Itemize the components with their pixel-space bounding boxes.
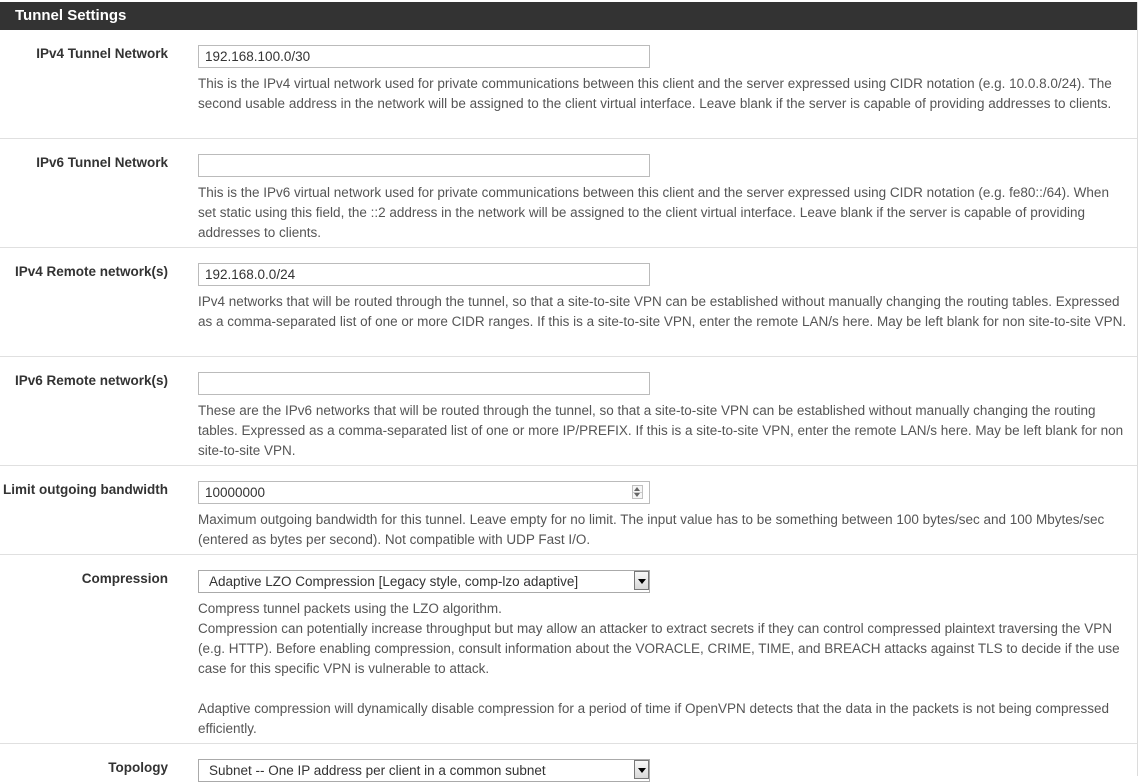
compression-label: Compression xyxy=(81,571,168,586)
row-ipv4-tunnel-network xyxy=(0,30,1137,139)
ipv4-tunnel-network-label: IPv4 Tunnel Network xyxy=(36,46,168,61)
topology-selected-value: Subnet -- One IP address per client in a common subnet xyxy=(198,759,650,782)
chevron-down-icon[interactable] xyxy=(634,571,649,590)
ipv6-tunnel-network-help: This is the IPv6 virtual network used for private communications between this client and the server expressed using CIDR notation (e.g. fe80::/64). When set static using this field, the ::2 address in the network will be assigned to the client virtual interface. Leave blank if the server is capable of providing addresses to clients. xyxy=(198,185,1109,240)
compression-help-line-3: Adaptive compression will dynamically disable compression for a period of time if OpenVPN detects that the data in the packets is not being compressed efficiently. xyxy=(198,701,1109,736)
ipv4-remote-networks-input[interactable] xyxy=(198,263,650,286)
compression-help-line-1: Compress tunnel packets using the LZO algorithm. xyxy=(198,601,502,616)
ipv6-tunnel-network-input[interactable] xyxy=(198,154,650,177)
row-limit-outgoing-bandwidth xyxy=(0,466,1137,555)
ipv4-tunnel-network-input[interactable] xyxy=(198,45,650,68)
ipv6-remote-networks-help: These are the IPv6 networks that will be routed through the tunnel, so that a site-to-site VPN can be established without manually changing the routing tables. Expressed as a comma-separated list of one or more IP/PREFIX. If this is a site-to-site VPN, enter the remote LAN/s here. May be left blank for non site-to-site VPN. xyxy=(198,403,1124,458)
row-ipv6-tunnel-network xyxy=(0,139,1137,248)
number-spinner-icon[interactable] xyxy=(632,485,643,499)
row-compression xyxy=(0,555,1137,744)
topology-select[interactable] xyxy=(198,759,650,782)
topology-label: Topology xyxy=(108,760,168,775)
ipv4-remote-networks-help: IPv4 networks that will be routed through the tunnel, so that a site-to-site VPN can be established without manually changing the routing tables. Expressed as a comma-separated list of one or more CIDR ranges. If this is a site-to-site VPN, enter the remote LAN/s here. May be left blank for non site-to-site VPN. xyxy=(198,294,1127,329)
row-ipv4-remote-networks xyxy=(0,248,1137,357)
compression-help-line-2: Compression can potentially increase throughput but may allow an attacker to extract secrets if they can control compressed plaintext traversing the VPN (e.g. HTTP). Before enabling compression, consult information about the VORACLE, CRIME, TIME, and BREACH attacks against TLS to decide if the use case for this specific VPN is vulnerable to attack. xyxy=(198,621,1120,676)
ipv6-remote-networks-input[interactable] xyxy=(198,372,650,395)
ipv6-remote-networks-label: IPv6 Remote network(s) xyxy=(14,373,168,388)
tunnel-settings-panel xyxy=(0,2,1138,776)
section-title: Tunnel Settings xyxy=(0,2,1137,30)
limit-outgoing-bandwidth-input[interactable] xyxy=(198,481,650,504)
row-ipv6-remote-networks xyxy=(0,357,1137,466)
ipv4-tunnel-network-help: This is the IPv4 virtual network used for private communications between this client and the server expressed using CIDR notation (e.g. 10.0.8.0/24). The second usable address in the network will be assigned to the client virtual interface. Leave blank if the server is capable of providing addresses to clients. xyxy=(198,76,1112,111)
ipv4-remote-networks-label: IPv4 Remote network(s) xyxy=(14,264,168,279)
limit-outgoing-bandwidth-help: Maximum outgoing bandwidth for this tunnel. Leave empty for no limit. The input value has to be something between 100 bytes/sec and 100 Mbytes/sec (entered as bytes per second). Not compatible with UDP Fast I/O. xyxy=(198,512,1105,547)
chevron-down-icon[interactable] xyxy=(634,760,649,779)
compression-help xyxy=(198,599,1128,739)
row-topology xyxy=(0,744,1137,784)
limit-outgoing-bandwidth-label: Limit outgoing bandwidth xyxy=(3,482,168,497)
compression-select[interactable] xyxy=(198,570,650,593)
ipv6-tunnel-network-label: IPv6 Tunnel Network xyxy=(36,155,168,170)
compression-selected-value: Adaptive LZO Compression [Legacy style, comp-lzo adaptive] xyxy=(198,570,650,593)
